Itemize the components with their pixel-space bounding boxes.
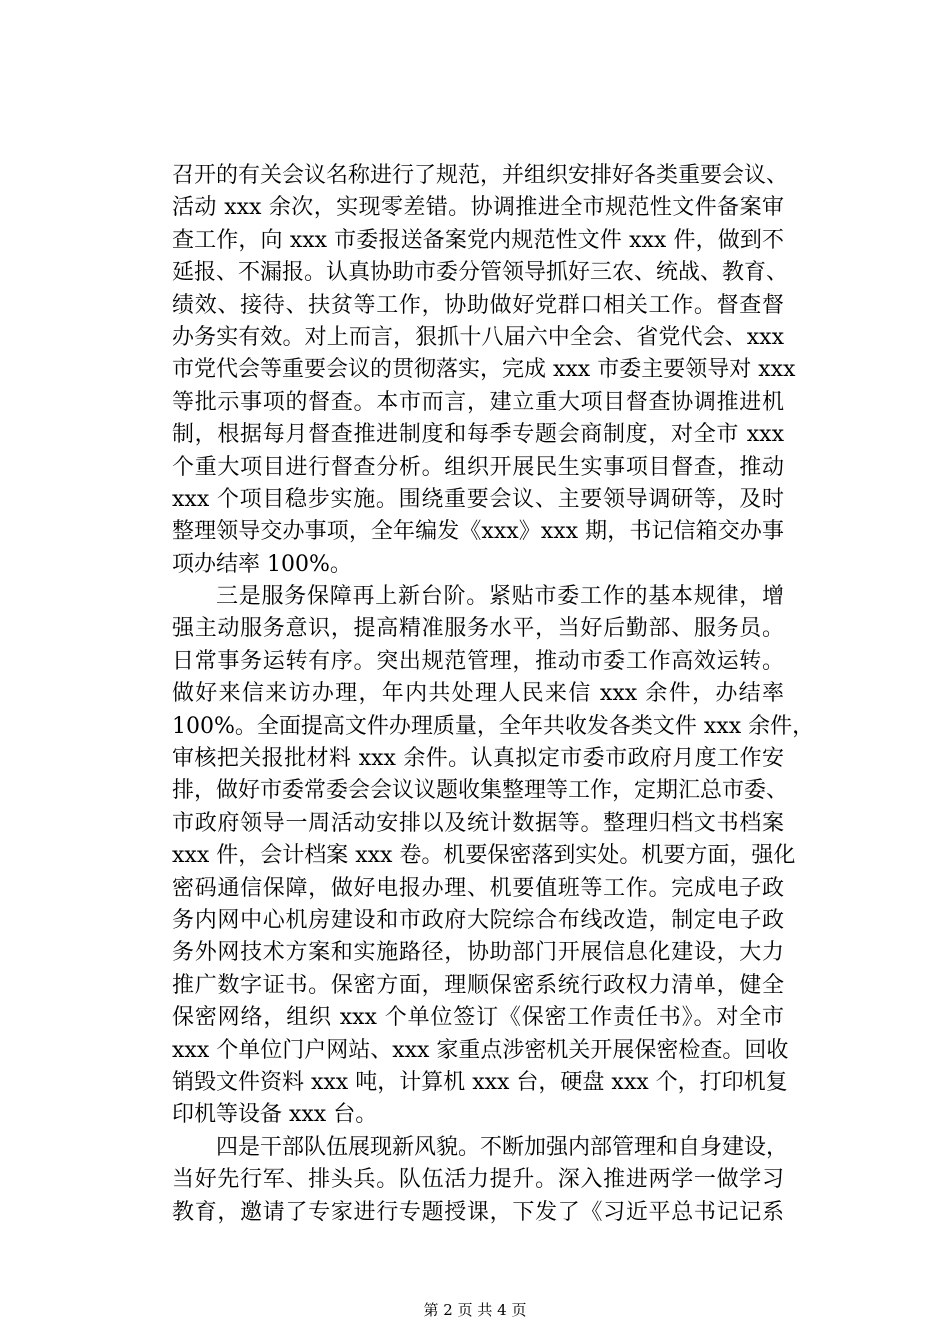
text-line: 查工作，向 xxx 市委报送备案党内规范性文件 xxx 件，做到不 bbox=[172, 227, 784, 253]
text-line: 密码通信保障，做好电报办理、机要值班等工作。完成电子政 bbox=[172, 875, 784, 901]
text-line: 等批示事项的督查。本市而言，建立重大项目督查协调推进机 bbox=[172, 389, 784, 415]
text-line: xxx 件，会计档案 xxx 卷。机要保密落到实处。机要方面，强化 bbox=[172, 843, 796, 869]
paragraph-first-line: 三是服务保障再上新台阶。紧贴市委工作的基本规律，增 bbox=[216, 584, 784, 610]
text-line: 印机等设备 xxx 台。 bbox=[172, 1102, 378, 1128]
text-line: 当好先行军、排头兵。队伍活力提升。深入推进两学一做学习 bbox=[172, 1167, 784, 1193]
document-body bbox=[172, 160, 815, 1229]
text-line: 市政府领导一周活动安排以及统计数据等。整理归档文书档案 bbox=[172, 810, 784, 836]
text-line: 制，根据每月督查推进制度和每季专题会商制度，对全市 xxx bbox=[172, 422, 784, 448]
text-line: 务外网技术方案和实施路径，协助部门开展信息化建设，大力 bbox=[172, 940, 784, 966]
text-line: 务内网中心机房建设和市政府大院综合布线改造，制定电子政 bbox=[172, 907, 784, 933]
text-line: 整理领导交办事项，全年编发《xxx》xxx 期，书记信箱交办事 bbox=[172, 519, 784, 545]
text-line: 审核把关报批材料 xxx 余件。认真拟定市委市政府月度工作安 bbox=[172, 746, 784, 772]
text-line: 召开的有关会议名称进行了规范，并组织安排好各类重要会议、 bbox=[172, 163, 789, 188]
text-line: xxx 个单位门户网站、xxx 家重点涉密机关开展保密检查。回收 bbox=[172, 1037, 789, 1063]
paragraph-first-line: 四是干部队伍展现新风貌。不断加强内部管理和自身建设， bbox=[216, 1134, 789, 1160]
text-line: 排，做好市委常委会会议议题收集整理等工作，定期汇总市委、 bbox=[172, 778, 789, 804]
text-line: 做好来信来访办理，年内共处理人民来信 xxx 余件，办结率 bbox=[172, 681, 784, 707]
text-line: 市党代会等重要会议的贯彻落实，完成 xxx 市委主要领导对 xxx bbox=[172, 357, 796, 383]
text-line: 日常事务运转有序。突出规范管理，推动市委工作高效运转。 bbox=[172, 648, 784, 674]
text-line: 销毁文件资料 xxx 吨，计算机 xxx 台，硬盘 xxx 个，打印机复 bbox=[172, 1069, 788, 1095]
text-line: 推广数字证书。保密方面，理顺保密系统行政权力清单，健全 bbox=[172, 972, 784, 998]
text-line: 活动 xxx 余次，实现零差错。协调推进全市规范性文件备案审 bbox=[172, 195, 784, 221]
text-line: 个重大项目进行督查分析。组织开展民生实事项目督查，推动 bbox=[172, 454, 784, 480]
text-line: xxx 个项目稳步实施。围绕重要会议、主要领导调研等，及时 bbox=[172, 486, 784, 512]
text-line: 项办结率 100%。 bbox=[172, 551, 352, 577]
text-line: 100%。全面提高文件办理质量，全年共收发各类文件 xxx 余件， bbox=[172, 713, 815, 739]
page-footer: 第 2 页 共 4 页 bbox=[423, 1301, 527, 1319]
text-line: 延报、不漏报。认真协助市委分管领导抓好三农、统战、教育、 bbox=[172, 260, 789, 286]
text-line: 教育，邀请了专家进行专题授课，下发了《习近平总书记记系 bbox=[172, 1199, 784, 1225]
text-line: 保密网络，组织 xxx 个单位签订《保密工作责任书》。对全市 bbox=[172, 1005, 784, 1031]
text-line: 绩效、接待、扶贫等工作，协助做好党群口相关工作。督查督 bbox=[172, 292, 784, 318]
text-line: 强主动服务意识，提高精准服务水平，当好后勤部、服务员。 bbox=[172, 616, 784, 642]
text-line: 办务实有效。对上而言，狠抓十八届六中全会、省党代会、xxx bbox=[172, 324, 784, 350]
